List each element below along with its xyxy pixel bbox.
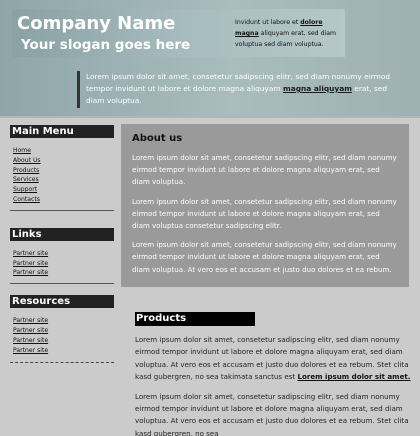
company-name: Company Name <box>17 13 176 34</box>
resource-label[interactable]: Partner site <box>13 336 49 344</box>
menu-item-label[interactable]: Support <box>13 186 38 194</box>
link-label[interactable]: Partner site <box>13 249 49 257</box>
header-quote <box>77 71 407 108</box>
menu-item-label[interactable]: Home <box>13 147 31 154</box>
resource-item[interactable] <box>13 336 114 346</box>
main-menu-heading: Main Menu <box>10 125 114 138</box>
about-paragraph: Lorem ipsum dolor sit amet, consetetur sadipscing elitr, sed diam nonumy eirmod tempor invidunt ut labore et dolore magna aliquyam erat, sed diam voluptua consetetur sadipscing elitr. <box>132 196 397 231</box>
resource-label[interactable]: Partner site <box>13 346 49 354</box>
products-paragraph <box>135 334 411 384</box>
quote-link[interactable]: magna aliquyam <box>283 84 352 93</box>
menu-item-home[interactable] <box>13 146 114 156</box>
link-item[interactable] <box>13 249 114 259</box>
site-header <box>0 0 420 118</box>
dashed-divider <box>10 362 114 363</box>
products-inline-link[interactable]: Lorem ipsum dolor sit amet. <box>297 372 411 382</box>
header-blurb <box>235 17 341 50</box>
resource-label[interactable]: Partner site <box>13 326 49 334</box>
menu-item-label[interactable]: Products <box>13 166 40 174</box>
about-paragraph: Lorem ipsum dolor sit amet, consetetur sadipscing elitr, sed diam nonumy eirmod tempor invidunt ut labore et dolore magna aliquyam erat, sed diam voluptua. <box>132 153 397 187</box>
divider <box>10 210 114 211</box>
products-text: Lorem ipsum dolor sit amet, consetetur sadipscing elitr, sed diam nonumy eirmod tempor invidunt ut labore et dolore magna aliquyam erat, sed diam voluptua. At vero eos et accusam et justo duo dolores et ea rebum. Stet clita kasd gubergren, no sea takimata sanctus est <box>135 335 409 382</box>
resources-heading: Resources <box>10 295 114 308</box>
resource-item[interactable] <box>13 346 114 356</box>
divider <box>10 283 114 284</box>
header-blurb-tail: aliquyam erat, sed diam voluptua sed diam voluptua. <box>235 30 337 48</box>
menu-item-contacts[interactable] <box>13 195 114 205</box>
menu-item-products[interactable] <box>13 166 114 176</box>
header-blurb-link[interactable]: dolore magna <box>235 19 323 37</box>
link-label[interactable]: Partner site <box>13 269 49 277</box>
sidebar <box>10 125 114 363</box>
menu-item-label[interactable]: Services <box>13 176 39 184</box>
products-title: Products <box>135 312 255 326</box>
resource-item[interactable] <box>13 316 114 326</box>
resource-label[interactable]: Partner site <box>13 317 49 325</box>
resource-item[interactable] <box>13 326 114 336</box>
link-item[interactable] <box>13 268 114 278</box>
menu-item-support[interactable] <box>13 185 114 195</box>
menu-item-about[interactable] <box>13 156 114 166</box>
products-paragraph: Lorem ipsum dolor sit amet, consetetur sadipscing elitr, sed diam nonumy eirmod tempor invidunt ut labore et dolore magna aliquyam erat, sed diam voluptua. At vero eos et accusam et justo duo dolores et ea rebum. Stet clita kasd gubergren, no sea <box>135 391 409 436</box>
menu-item-services[interactable] <box>13 175 114 185</box>
quote-text-part2: erat, sed diam voluptua. <box>86 84 388 105</box>
main-menu-list <box>10 138 114 205</box>
quote-text-part1: Lorem ipsum dolor sit amet, consetetur sadipscing elitr, sed diam nonumy eirmod tempor invidunt ut labore et dolore magna aliquyam <box>86 72 391 93</box>
links-heading: Links <box>10 228 114 241</box>
about-title: About us <box>132 133 183 144</box>
menu-item-label[interactable]: Contacts <box>13 195 40 203</box>
link-item[interactable] <box>13 259 114 269</box>
products-section <box>135 312 411 436</box>
header-blurb-text: Invidunt ut labore et <box>235 19 299 26</box>
about-paragraph: Lorem ipsum dolor sit amet, consetetur sadipscing elitr, sed diam nonumy eirmod tempor invidunt ut labore et dolore magna aliquyam erat, sed diam voluptua. At vero eos et accusam et justo duo dolores et ea rebum. <box>132 240 397 274</box>
slogan: Your slogan goes here <box>21 37 191 53</box>
link-label[interactable]: Partner site <box>13 259 49 267</box>
about-section <box>121 124 409 287</box>
resources-list <box>10 308 114 355</box>
links-list <box>10 241 114 278</box>
menu-item-label[interactable]: About Us <box>13 156 41 164</box>
